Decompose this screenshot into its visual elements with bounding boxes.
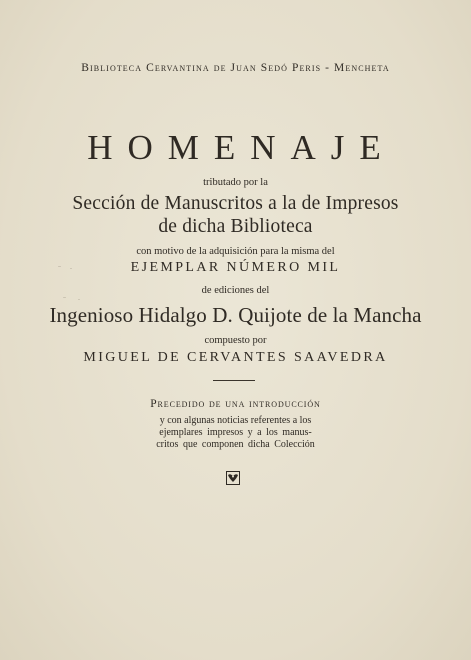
library-header: Biblioteca Cervantina de Juan Sedó Peris - Mencheta — [81, 62, 390, 74]
line-seccion: Sección de Manuscritos a la de Impresos — [72, 193, 399, 214]
line-ingenioso: Ingenioso Hidalgo D. Quijote de la Mancha — [49, 303, 422, 327]
printer-fleuron-icon — [226, 471, 240, 485]
line-biblioteca: de dicha Biblioteca — [158, 216, 313, 237]
line-compuesto: compuesto por — [204, 335, 267, 346]
paper-speck — [78, 299, 80, 300]
line-noticias-3: critos que componen dicha Colección — [156, 439, 315, 450]
line-precedido: Precedido de una introducción — [150, 398, 321, 410]
main-title: HOMENAJE — [87, 128, 396, 167]
line-ejemplar: EJEMPLAR NÚMERO MIL — [130, 260, 341, 275]
line-noticias-1: y con algunas noticias referentes a los — [159, 415, 312, 426]
line-tributado: tributado por la — [203, 177, 268, 188]
paper-speck — [63, 297, 66, 298]
line-motivo: con motivo de la adquisición para la misma del — [136, 246, 335, 257]
line-ediciones: de ediciones del — [201, 285, 270, 296]
line-autor: MIGUEL DE CERVANTES SAAVEDRA — [83, 350, 388, 365]
divider-rule — [213, 380, 255, 381]
line-noticias-2: ejemplares impresos y a los manus- — [159, 427, 312, 438]
paper-speck — [70, 268, 72, 269]
paper-speck — [58, 266, 61, 267]
